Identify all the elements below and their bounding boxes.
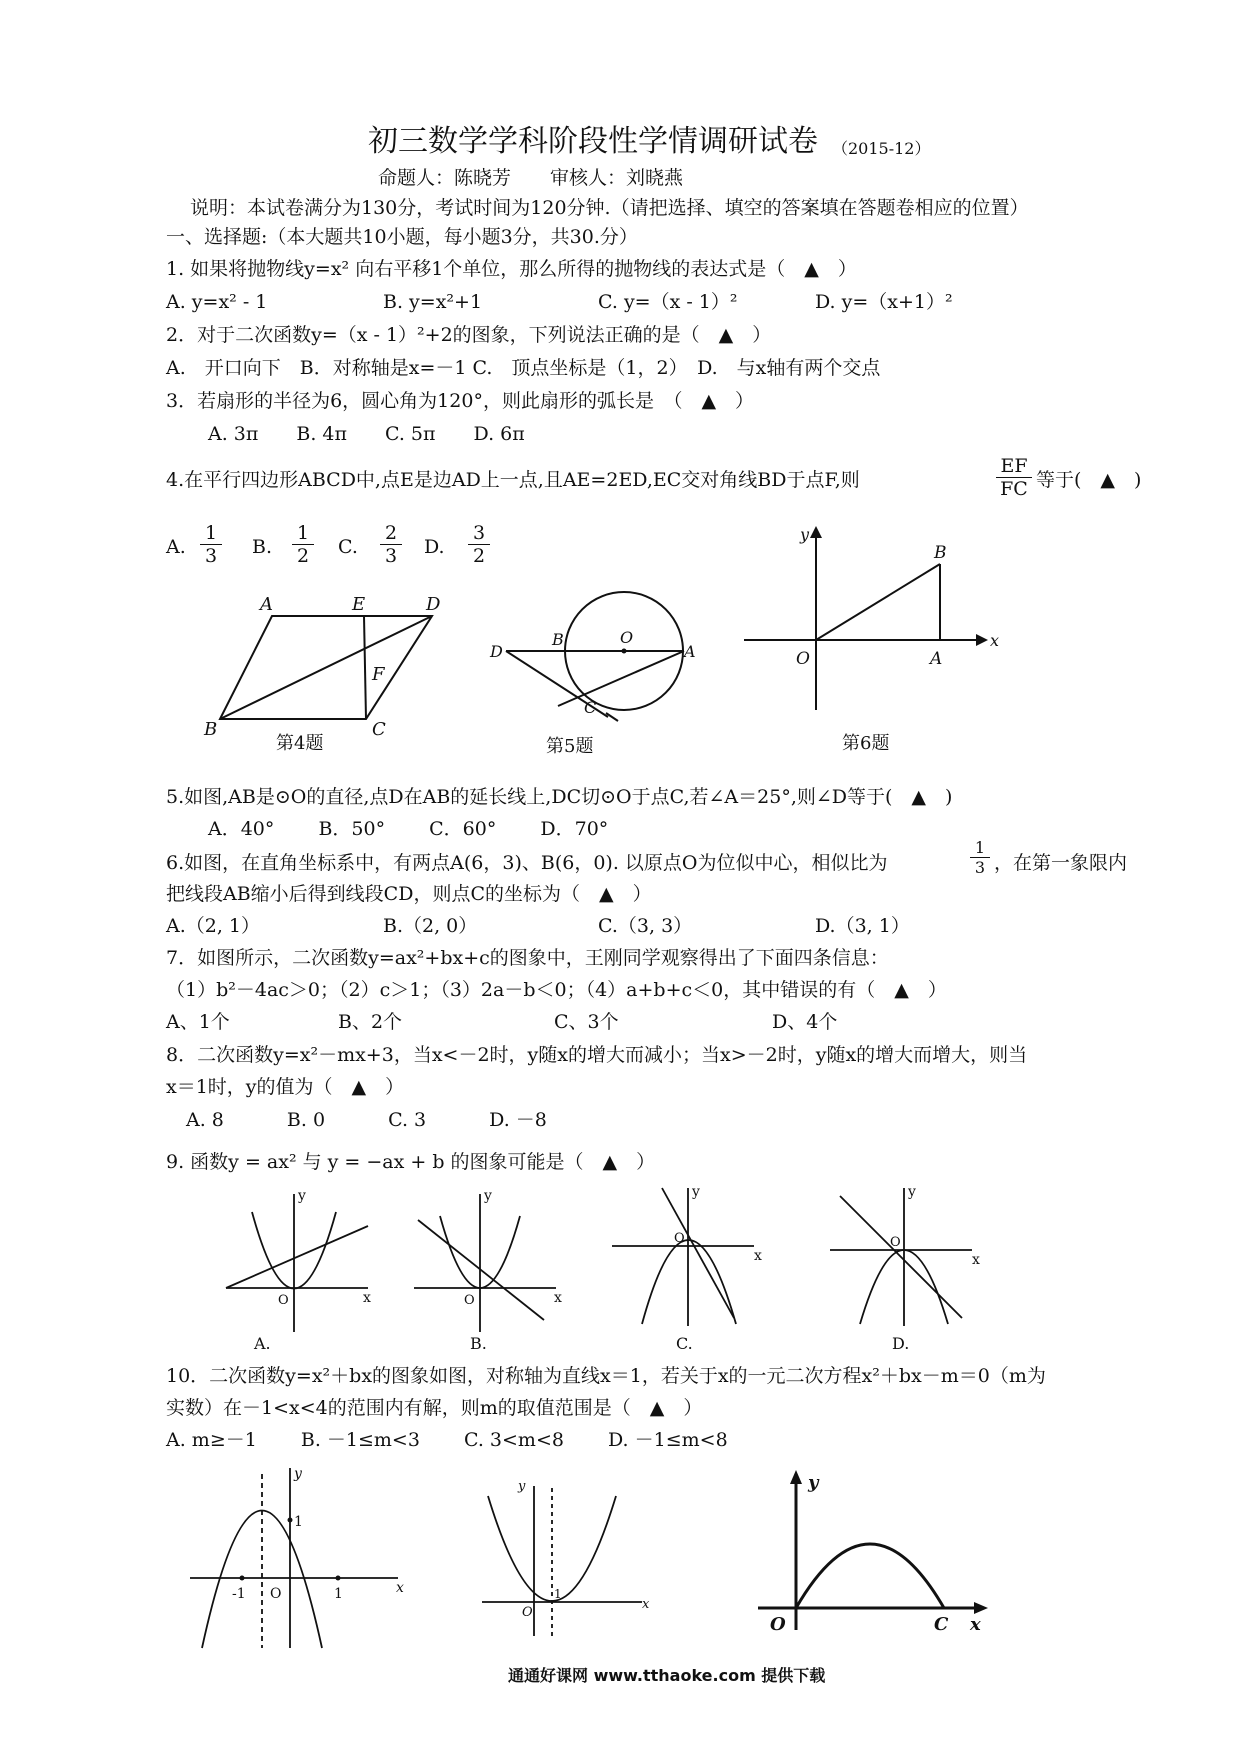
- reviewer: 审核人：刘晓燕: [550, 167, 684, 189]
- g2-x: x: [642, 1597, 650, 1612]
- q9-option-d: D.: [892, 1334, 910, 1353]
- q4-option-a-fraction: [200, 522, 222, 567]
- q4-option-b-label: B.: [252, 536, 273, 558]
- fig6-label-a: A: [930, 649, 943, 669]
- fig6-label-y: y: [800, 525, 810, 544]
- q6-option-b: B.（2, 0）: [383, 915, 478, 937]
- fig5-label-o: O: [620, 628, 634, 647]
- q6-option-d: D.（3, 1）: [815, 915, 910, 937]
- question-7-line2: （1）b²－4ac＞0；（2）c＞1；（3）2a－b＜0；（4）a+b+c＜0，其中错误的有（ ▲ ）: [166, 979, 947, 1001]
- q4-option-d-label: D.: [424, 536, 445, 558]
- q6-ratio-fraction: [970, 838, 990, 877]
- fig4-label-b: B: [204, 719, 218, 740]
- fig5-label-c: C: [584, 698, 597, 717]
- section-heading: 一、选择题:（本大题共10小题，每小题3分，共30.分）: [166, 226, 638, 248]
- q4-option-b-fraction: [292, 522, 314, 567]
- graph-upward-parabola: [482, 1476, 652, 1646]
- g1-x: x: [396, 1580, 404, 1596]
- q9-graph-b: [414, 1190, 564, 1335]
- fig5-label-b: B: [552, 630, 564, 649]
- g1-one-x: 1: [334, 1586, 343, 1602]
- q9d-x: x: [972, 1252, 980, 1268]
- fig4-label-a: A: [260, 594, 273, 615]
- fig6-label-o: O: [796, 649, 810, 669]
- figure-6-coordinate: [744, 525, 1000, 710]
- question-6: 6.如图，在直角坐标系中，有两点A(6，3)、B(6，0). 以原点O为位似中心，相似比为: [166, 852, 888, 874]
- fig4-label-e: E: [352, 594, 366, 615]
- q9-option-a: A.: [254, 1334, 271, 1353]
- g2-o: O: [522, 1605, 533, 1620]
- q9a-y: y: [298, 1188, 306, 1204]
- q4-option-a-label: A.: [166, 536, 186, 558]
- q6-option-a: A.（2, 1）: [166, 915, 261, 937]
- question-2: 2．对于二次函数y=（x - 1）²+2的图象，下列说法正确的是（ ▲ ）: [166, 324, 772, 346]
- fig4-label-c: C: [372, 719, 386, 740]
- q9-option-c: C.: [676, 1334, 693, 1353]
- fig4-label-f: F: [372, 664, 385, 685]
- figure-5-circle-tangent: [488, 595, 728, 725]
- q4-a-num: 1: [200, 522, 222, 545]
- q4-d-num: 3: [468, 522, 490, 545]
- q10-options: A. m≥－1 B. －1≤m<3 C. 3<m<8 D. －1≤m<8: [166, 1429, 728, 1451]
- question-10-line2: 实数）在－1<x<4的范围内有解，则m的取值范围是（ ▲ ）: [166, 1397, 703, 1419]
- g3-x: x: [970, 1614, 981, 1635]
- q4-tail: 等于( ▲ ): [1036, 469, 1142, 491]
- q4-option-c-fraction: [380, 522, 402, 567]
- q9-graph-a: [226, 1190, 376, 1335]
- q4-ratio-numerator: EF: [996, 455, 1032, 478]
- g3-c: C: [934, 1614, 949, 1635]
- g3-y: y: [808, 1472, 819, 1493]
- fig5-label-a: A: [684, 642, 696, 661]
- q9b-x: x: [554, 1290, 562, 1306]
- q4-option-c-label: C.: [338, 536, 358, 558]
- q5-options: A．40° B．50° C．60° D．70°: [208, 818, 609, 840]
- page-title: 初三数学学科阶段性学情调研试卷: [368, 124, 818, 159]
- fig5-label-d: D: [490, 642, 503, 661]
- q3-options: A. 3π B. 4π C. 5π D. 6π: [208, 423, 525, 445]
- q9-graph-c: [612, 1186, 762, 1331]
- q4-ratio-denominator: FC: [1000, 478, 1028, 500]
- q2-options: A. 开口向下 B．对称轴是x=－1 C. 顶点坐标是（1，2） D. 与x轴有两个交点: [166, 357, 881, 379]
- question-8: 8．二次函数y=x²－mx+3，当x<－2时，y随x的增大而减小；当x>－2时，y随x的增大而增大，则当: [166, 1044, 1028, 1066]
- g1-y: y: [294, 1466, 302, 1482]
- q6-option-c: C.（3, 3）: [598, 915, 693, 937]
- q9c-o: O: [674, 1231, 685, 1246]
- g1-o: O: [270, 1586, 282, 1602]
- caption-fig-4: 第4题: [276, 733, 324, 754]
- caption-fig-5: 第5题: [546, 736, 594, 757]
- q4-c-den: 3: [384, 545, 398, 567]
- q9a-x: x: [363, 1290, 371, 1306]
- q7-option-a: A、1个: [166, 1011, 230, 1033]
- q9d-y: y: [908, 1184, 916, 1200]
- q8-options: A. 8 B. 0 C. 3 D. －8: [186, 1109, 547, 1131]
- q4-ratio-fraction: [996, 455, 1032, 500]
- q9b-y: y: [484, 1188, 492, 1204]
- question-10: 10．二次函数y=x²＋bx的图象如图，对称轴为直线x＝1，若关于x的一元二次方程x²＋bx－m＝0（m为: [166, 1365, 1046, 1387]
- q9b-o: O: [464, 1293, 475, 1308]
- q6-ratio-num: 1: [970, 838, 990, 858]
- figure-4-parallelogram: [200, 594, 460, 740]
- question-4: 4.在平行四边形ABCD中,点E是边AD上一点,且AE=2ED,EC交对角线BD于点F,则: [166, 469, 860, 491]
- q7-option-c: C、3个: [554, 1011, 619, 1033]
- q4-b-den: 2: [296, 545, 310, 567]
- q9-graph-d: [830, 1186, 980, 1331]
- q1-option-b: B. y=x²+1: [383, 291, 483, 313]
- question-5: 5.如图,AB是⊙O的直径,点D在AB的延长线上,DC切⊙O于点C,若∠A＝25°,则∠D等于( ▲ ): [166, 786, 953, 808]
- exam-note: 说明：本试卷满分为130分，考试时间为120分钟.（请把选择、填空的答案填在答题卷相应的位置）: [190, 197, 1029, 219]
- g1-one-y: 1: [294, 1514, 303, 1530]
- g1-neg1: -1: [232, 1586, 246, 1602]
- q7-option-b: B、2个: [338, 1011, 403, 1033]
- q4-b-num: 1: [292, 522, 314, 545]
- q4-c-num: 2: [380, 522, 402, 545]
- exam-date: （2015-12）: [832, 139, 931, 158]
- q9-option-b: B.: [470, 1334, 487, 1353]
- q4-d-den: 2: [472, 545, 486, 567]
- question-6-line2: 把线段AB缩小后得到线段CD，则点C的坐标为（ ▲ ）: [166, 883, 652, 905]
- q9d-o: O: [890, 1235, 901, 1250]
- q9a-o: O: [278, 1293, 289, 1308]
- g2-one: 1: [554, 1587, 562, 1601]
- question-7: 7．如图所示，二次函数y=ax²+bx+c的图象中，王刚同学观察得出了下面四条信息：: [166, 947, 889, 969]
- graph-downward-parabola: [190, 1468, 420, 1648]
- question-3: 3．若扇形的半径为6，圆心角为120°，则此扇形的弧长是 （ ▲ ）: [166, 390, 755, 412]
- g2-y: y: [518, 1479, 526, 1494]
- caption-fig-6: 第6题: [842, 733, 890, 754]
- author: 命题人：陈晓芳: [378, 167, 512, 189]
- q9c-x: x: [754, 1248, 762, 1264]
- q1-option-c: C. y=（x - 1）²: [598, 291, 738, 313]
- question-8-line2: x＝1时，y的值为（ ▲ ）: [166, 1076, 405, 1098]
- question-1: 1. 如果将抛物线y=x² 向右平移1个单位，那么所得的抛物线的表达式是（ ▲ ）: [166, 258, 857, 280]
- q7-option-d: D、4个: [772, 1011, 838, 1033]
- q6-ratio-den: 3: [974, 858, 986, 877]
- graph-arch: [756, 1470, 1006, 1635]
- q1-option-a: A. y=x² - 1: [166, 291, 268, 313]
- fig6-label-b: B: [934, 543, 947, 563]
- q6-tail: ，在第一象限内: [994, 852, 1128, 874]
- fig4-label-d: D: [426, 594, 441, 615]
- q1-option-d: D. y=（x+1）²: [815, 291, 953, 313]
- g3-o: O: [770, 1614, 786, 1635]
- q9c-y: y: [692, 1184, 700, 1200]
- footer-source: 通通好课网 www.tthaoke.com 提供下载: [508, 1666, 826, 1685]
- q4-option-d-fraction: [468, 522, 490, 567]
- q4-a-den: 3: [204, 545, 218, 567]
- fig6-label-x: x: [990, 631, 1000, 650]
- question-9: 9. 函数y = ax² 与 y = −ax + b 的图象可能是（ ▲ ）: [166, 1151, 656, 1173]
